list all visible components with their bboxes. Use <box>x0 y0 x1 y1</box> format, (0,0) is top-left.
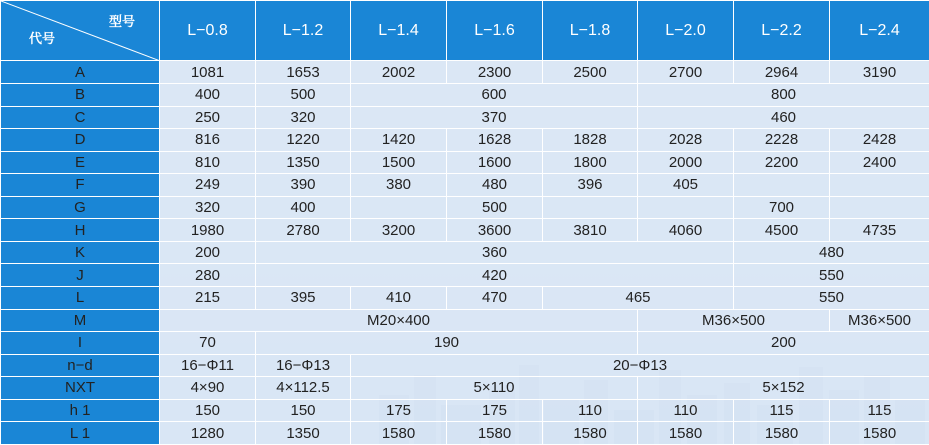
table-row <box>1 332 929 355</box>
row-code-cell: I <box>1 332 160 355</box>
model-header-l-1-2: L−1.2 <box>256 1 351 61</box>
value-cell: 20−Φ13 <box>351 354 929 377</box>
value-cell: 1580 <box>447 422 543 445</box>
table-row <box>1 354 929 377</box>
value-cell: 2700 <box>638 61 734 84</box>
table-row <box>1 151 929 174</box>
value-cell: 1653 <box>256 61 351 84</box>
value-cell: 215 <box>160 286 256 309</box>
value-cell: 175 <box>351 399 447 422</box>
value-cell: 70 <box>160 332 256 355</box>
value-cell: 500 <box>447 196 543 219</box>
value-cell: 1350 <box>256 151 351 174</box>
row-code-cell: D <box>1 129 160 152</box>
value-cell: 380 <box>351 174 447 197</box>
value-cell: 400 <box>256 196 351 219</box>
value-cell: 320 <box>256 106 351 129</box>
table-row <box>1 377 929 400</box>
table-row <box>1 61 929 84</box>
value-cell: 800 <box>638 84 929 107</box>
value-cell: 1828 <box>543 129 638 152</box>
value-cell: 1420 <box>351 129 447 152</box>
table-row <box>1 219 929 242</box>
table-row <box>1 129 929 152</box>
value-cell: 1350 <box>256 422 351 445</box>
value-cell: 2028 <box>638 129 734 152</box>
value-cell: 360 <box>256 241 734 264</box>
value-cell: 5×152 <box>638 377 929 400</box>
value-cell: 190 <box>256 332 638 355</box>
value-cell: 4500 <box>734 219 830 242</box>
value-cell: 1500 <box>351 151 447 174</box>
row-code-cell: F <box>1 174 160 197</box>
row-code-cell: L <box>1 286 160 309</box>
value-cell: 1800 <box>543 151 638 174</box>
row-code-cell: G <box>1 196 160 219</box>
model-heading: 型号 <box>108 15 135 30</box>
value-cell: M36×500 <box>638 309 830 332</box>
value-cell: 16−Φ11 <box>160 354 256 377</box>
empty-cell <box>351 196 447 219</box>
value-cell: 2200 <box>734 151 830 174</box>
value-cell: 1580 <box>734 422 830 445</box>
value-cell: 396 <box>543 174 638 197</box>
value-cell: 420 <box>256 264 734 287</box>
value-cell: 200 <box>638 332 929 355</box>
empty-cell <box>734 174 830 197</box>
value-cell: 2228 <box>734 129 830 152</box>
row-code-cell: L 1 <box>1 422 160 445</box>
value-cell: 810 <box>160 151 256 174</box>
value-cell: 200 <box>160 241 256 264</box>
value-cell: M20×400 <box>160 309 638 332</box>
value-cell: 1580 <box>830 422 929 445</box>
row-code-cell: J <box>1 264 160 287</box>
value-cell: 480 <box>734 241 929 264</box>
value-cell: 2500 <box>543 61 638 84</box>
value-cell: 480 <box>447 174 543 197</box>
value-cell: 150 <box>160 399 256 422</box>
value-cell: 816 <box>160 129 256 152</box>
value-cell: 470 <box>447 286 543 309</box>
row-code-cell: H <box>1 219 160 242</box>
value-cell: 150 <box>256 399 351 422</box>
value-cell: 550 <box>734 264 929 287</box>
value-cell: 1220 <box>256 129 351 152</box>
value-cell: 410 <box>351 286 447 309</box>
corner-diagonal-line <box>1 1 159 60</box>
table-row <box>1 309 929 332</box>
value-cell: 400 <box>160 84 256 107</box>
value-cell: 1580 <box>543 422 638 445</box>
row-code-cell: K <box>1 241 160 264</box>
table-row <box>1 399 929 422</box>
model-header-l-2-2: L−2.2 <box>734 1 830 61</box>
code-heading: 代号 <box>29 32 56 48</box>
value-cell: 1580 <box>351 422 447 445</box>
value-cell: 1600 <box>447 151 543 174</box>
value-cell: 110 <box>638 399 734 422</box>
value-cell: 500 <box>256 84 351 107</box>
row-code-cell: M <box>1 309 160 332</box>
value-cell: 460 <box>638 106 929 129</box>
value-cell: 250 <box>160 106 256 129</box>
value-cell: 1580 <box>638 422 734 445</box>
model-header-l-1-8: L−1.8 <box>543 1 638 61</box>
value-cell: 2964 <box>734 61 830 84</box>
value-cell: 175 <box>447 399 543 422</box>
row-code-cell: A <box>1 61 160 84</box>
value-cell: 3600 <box>447 219 543 242</box>
value-cell: 2780 <box>256 219 351 242</box>
value-cell: 1280 <box>160 422 256 445</box>
row-code-cell: n−d <box>1 354 160 377</box>
header-row <box>1 1 929 61</box>
row-code-cell: h 1 <box>1 399 160 422</box>
empty-cell <box>830 196 929 219</box>
header-corner-cell <box>1 1 160 61</box>
value-cell: 115 <box>734 399 830 422</box>
empty-cell <box>543 196 638 219</box>
table-row <box>1 241 929 264</box>
table-row <box>1 286 929 309</box>
value-cell: 1081 <box>160 61 256 84</box>
value-cell: M36×500 <box>830 309 929 332</box>
row-code-cell: NXT <box>1 377 160 400</box>
empty-cell <box>830 174 929 197</box>
value-cell: 115 <box>830 399 929 422</box>
value-cell: 3810 <box>543 219 638 242</box>
table-row <box>1 174 929 197</box>
model-header-l-2-4: L−2.4 <box>830 1 929 61</box>
value-cell: 2000 <box>638 151 734 174</box>
value-cell: 370 <box>351 106 638 129</box>
value-cell: 110 <box>543 399 638 422</box>
table-row <box>1 106 929 129</box>
value-cell: 2002 <box>351 61 447 84</box>
value-cell: 5×110 <box>351 377 638 400</box>
value-cell: 700 <box>734 196 830 219</box>
value-cell: 395 <box>256 286 351 309</box>
value-cell: 4×112.5 <box>256 377 351 400</box>
value-cell: 465 <box>543 286 734 309</box>
model-header-l-2-0: L−2.0 <box>638 1 734 61</box>
value-cell: 2300 <box>447 61 543 84</box>
table-row <box>1 264 929 287</box>
value-cell: 3190 <box>830 61 929 84</box>
value-cell: 405 <box>638 174 734 197</box>
table-row <box>1 84 929 107</box>
value-cell: 249 <box>160 174 256 197</box>
table-row <box>1 196 929 219</box>
model-header-l-1-6: L−1.6 <box>447 1 543 61</box>
table-row <box>1 422 929 445</box>
value-cell: 1628 <box>447 129 543 152</box>
empty-cell <box>638 196 734 219</box>
row-code-cell: E <box>1 151 160 174</box>
value-cell: 390 <box>256 174 351 197</box>
row-code-cell: B <box>1 84 160 107</box>
value-cell: 280 <box>160 264 256 287</box>
value-cell: 320 <box>160 196 256 219</box>
model-header-l-1-4: L−1.4 <box>351 1 447 61</box>
row-code-cell: C <box>1 106 160 129</box>
value-cell: 550 <box>734 286 929 309</box>
value-cell: 4×90 <box>160 377 256 400</box>
value-cell: 2400 <box>830 151 929 174</box>
value-cell: 2428 <box>830 129 929 152</box>
model-header-l-0-8: L−0.8 <box>160 1 256 61</box>
value-cell: 3200 <box>351 219 447 242</box>
value-cell: 4735 <box>830 219 929 242</box>
value-cell: 600 <box>351 84 638 107</box>
value-cell: 16−Φ13 <box>256 354 351 377</box>
value-cell: 1980 <box>160 219 256 242</box>
value-cell: 4060 <box>638 219 734 242</box>
